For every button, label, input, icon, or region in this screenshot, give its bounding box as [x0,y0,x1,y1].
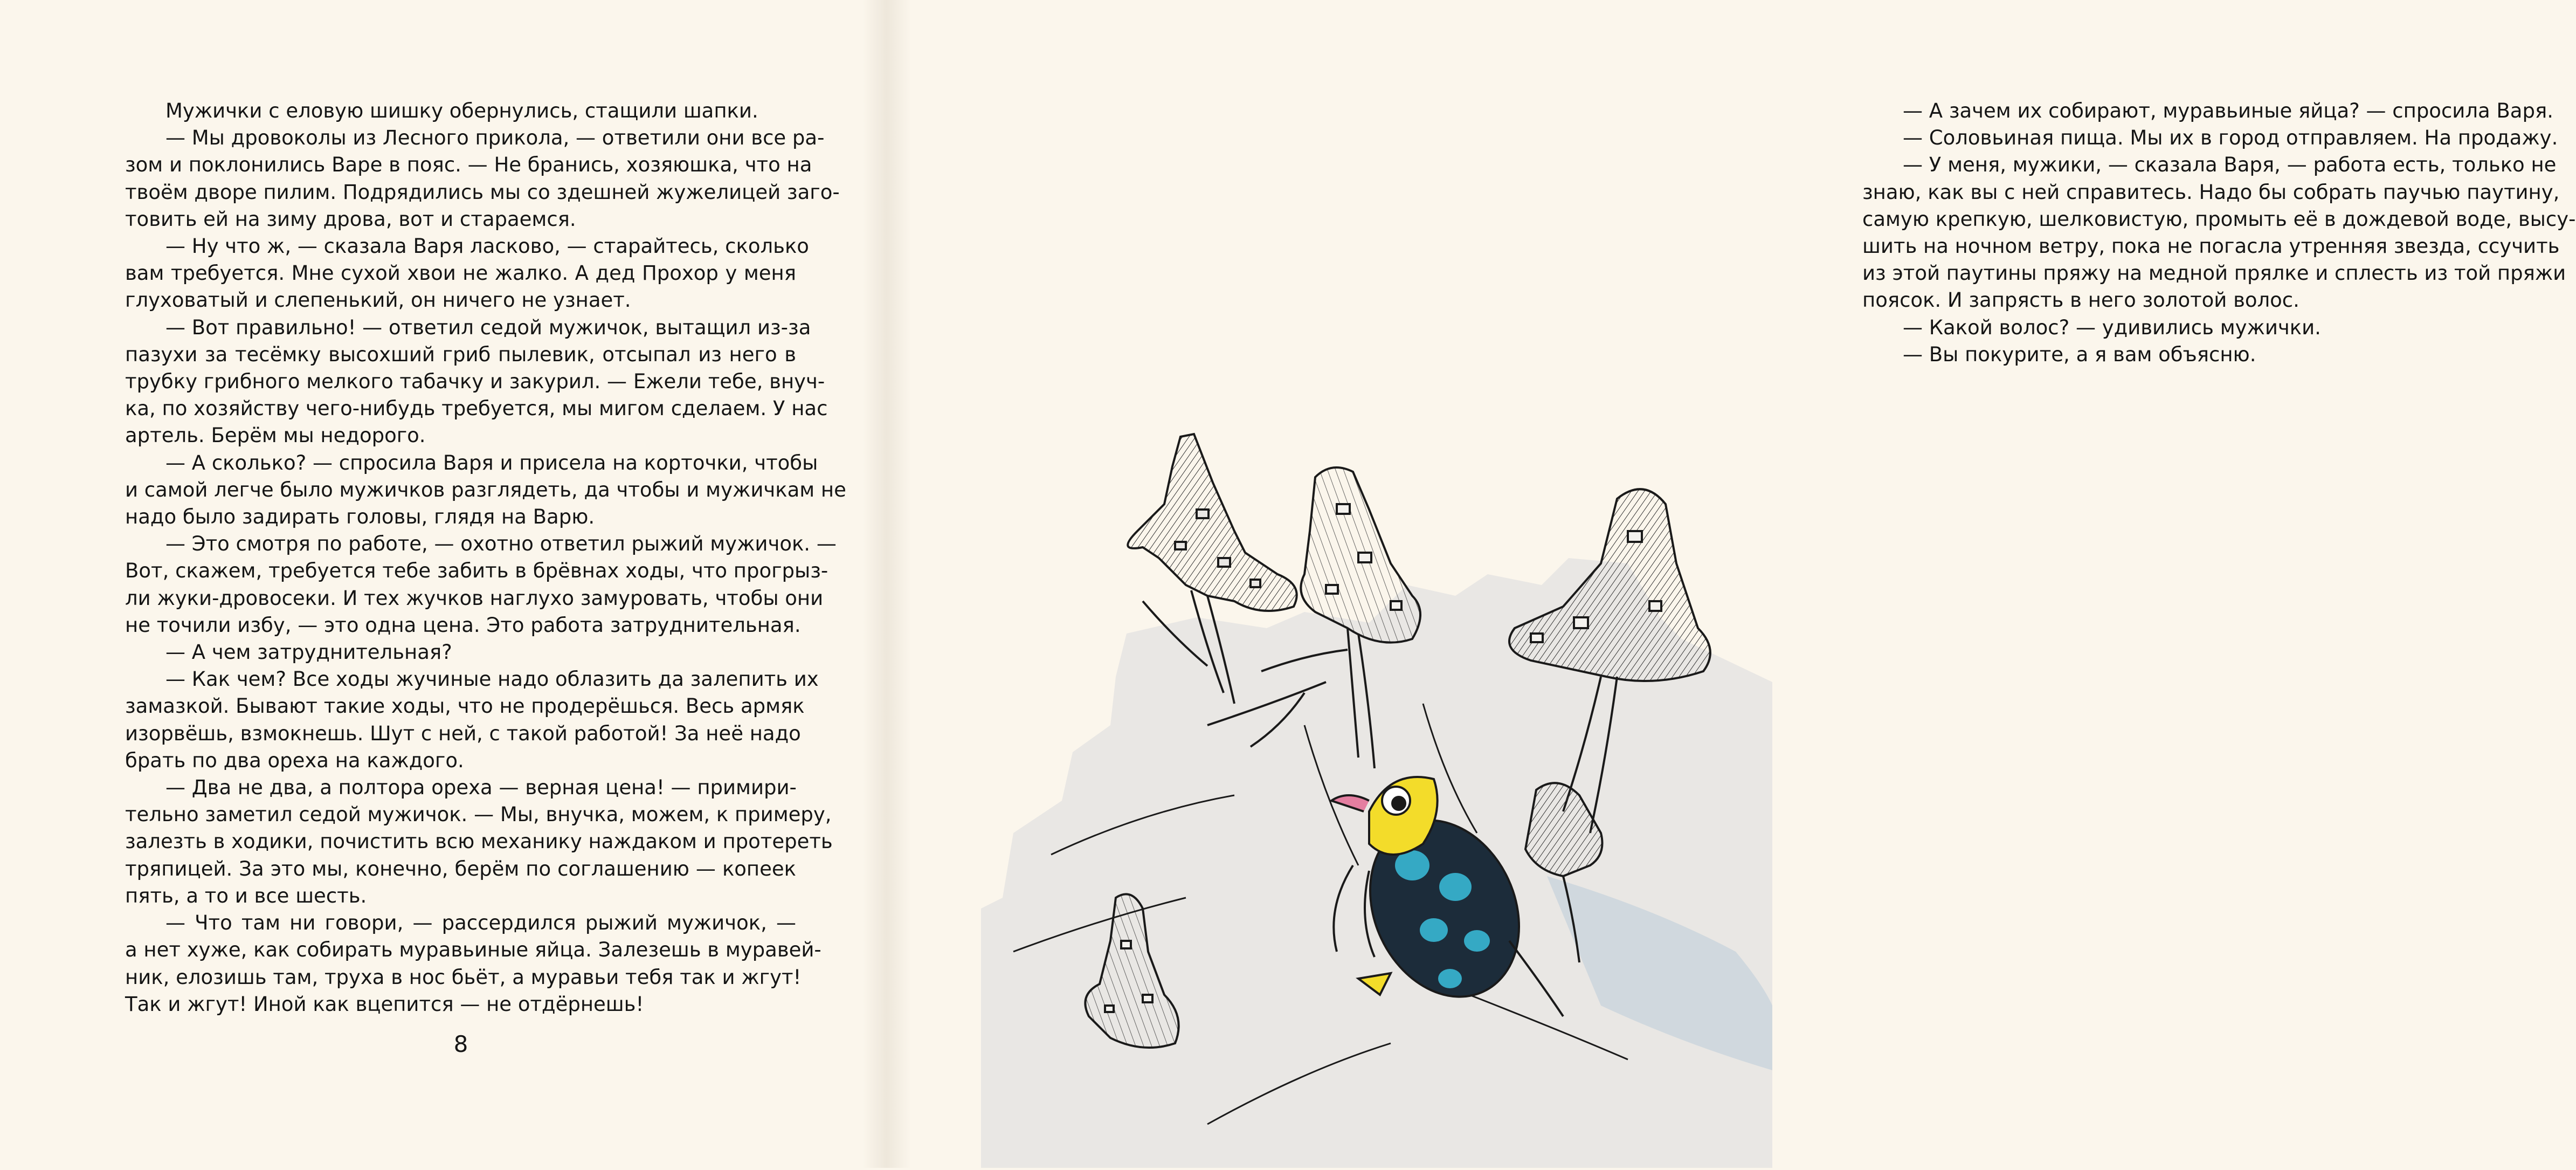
text-line: знаю, как вы с ней справитесь. Надо бы собрать паучью паутину, [1862,180,2560,204]
right-page-text [1862,98,2576,368]
text-line: — Как чем? Все ходы жучиные надо облазить да залепить их [165,667,819,691]
text-line: — Вы покурите, а я вам объясню. [1903,342,2256,366]
page-number: 8 [453,1031,468,1057]
text-line: — Два не два, а полтора ореха — верная цена! — примири- [165,776,797,800]
text-line: поясок. И запрясть в него золотой волос. [1862,288,2299,312]
text-line: — А зачем их собирают, муравьиные яйца? — спросила Варя. [1903,99,2553,122]
text-line: пять, а то и все шесть. [125,884,367,907]
text-line: Так и жгут! Иной как вцепится — не отдёрнешь! [125,992,644,1016]
text-line: шить на ночном ветру, пока не погасла утренняя звезда, ссучить [1862,235,2560,258]
left-page-text [125,98,846,1018]
text-line: вам требуется. Мне сухой хвои не жалко. А дед Прохор у меня [125,261,796,285]
text-line: — Мы дровоколы из Лесного прикола, — ответили они все ра- [165,126,825,150]
text-line: — У меня, мужики, — сказала Варя, — работа есть, только не [1903,153,2557,177]
text-line: товить ей на зиму дрова, вот и стараемся. [125,207,576,231]
text-line: — Соловьиная пища. Мы их в город отправляем. На продажу. [1903,126,2558,150]
text-line: — Ну что ж, — сказала Варя ласково, — старайтесь, сколько [165,235,809,258]
text-line: и самой легче было мужичков разглядеть, да чтобы и мужичкам не [125,478,846,501]
text-line: а нет хуже, как собирать муравьиные яйца. Залезешь в муравей- [125,938,821,962]
text-line: — А чем затруднительная? [165,641,452,664]
text-line: Мужички с еловую шишку обернулись, стащили шапки. [165,99,758,122]
text-line: замазкой. Бывают такие ходы, что не продерёшься. Весь армяк [125,694,805,718]
text-line: — Что там ни говори, — рассердился рыжий мужичок, — [165,911,796,935]
text-line: Вот, скажем, требуется тебе забить в брёвнах ходы, что прогрыз- [125,559,828,583]
text-line: артель. Берём мы недорого. [125,424,426,448]
text-line: тельно заметил седой мужичок. — Мы, внучка, можем, к примеру, [125,803,832,827]
text-line: ли жуки-дровосеки. И тех жучков наглухо замуровать, чтобы они [125,586,824,610]
text-line: — А сколько? — спросила Варя и присела на корточки, чтобы [165,451,818,474]
text-line: зом и поклонились Варе в пояс. — Не бранись, хозяюшка, что на [125,153,812,177]
text-line: ник, елозишь там, труха в нос бьёт, а муравьи тебя так и жгут! [125,965,802,989]
text-line: — Какой волос? — удивились мужички. [1903,315,2321,339]
text-line: брать по два ореха на каждого. [125,748,464,772]
text-line: самую крепкую, шелковистую, промыть её в дождевой воде, высу- [1862,207,2576,231]
text-line: не точили избу, — это одна цена. Это работа затруднительная. [125,613,801,637]
text-line: — Это смотря по работе, — охотно ответил рыжий мужичок. — [165,532,837,556]
text-line: надо было задирать головы, глядя на Варю. [125,505,595,529]
text-line: твоём дворе пилим. Подрядились мы со здешней жужелицей заго- [125,180,840,204]
left-page [0,0,886,1168]
text-line: изорвёшь, взмокнешь. Шут с ней, с такой работой! За неё надо [125,721,801,745]
text-line: из этой паутины пряжу на медной прялке и сплесть из той пряжи [1862,261,2566,285]
text-line: трубку грибного мелкого табачку и закурил. — Ежели тебе, внуч- [125,370,825,394]
text-line: тряпицей. За это мы, конечно, берём по соглашению — копеек [125,857,796,880]
text-line: пазухи за тесёмку высохший гриб пылевик, отсыпал из него в [125,342,796,366]
text-line: глуховатый и слепенький, он ничего не узнает. [125,288,631,312]
text-line: ка, по хозяйству чего-нибудь требуется, мы мигом сделаем. У нас [125,397,828,421]
text-line: — Вот правильно! — ответил седой мужичок, вытащил из-за [165,315,811,339]
forest-beetle-mushrooms-illustration-icon [981,423,1772,1168]
text-line: залезть в ходики, почистить всю механику наждаком и протереть [125,830,833,854]
